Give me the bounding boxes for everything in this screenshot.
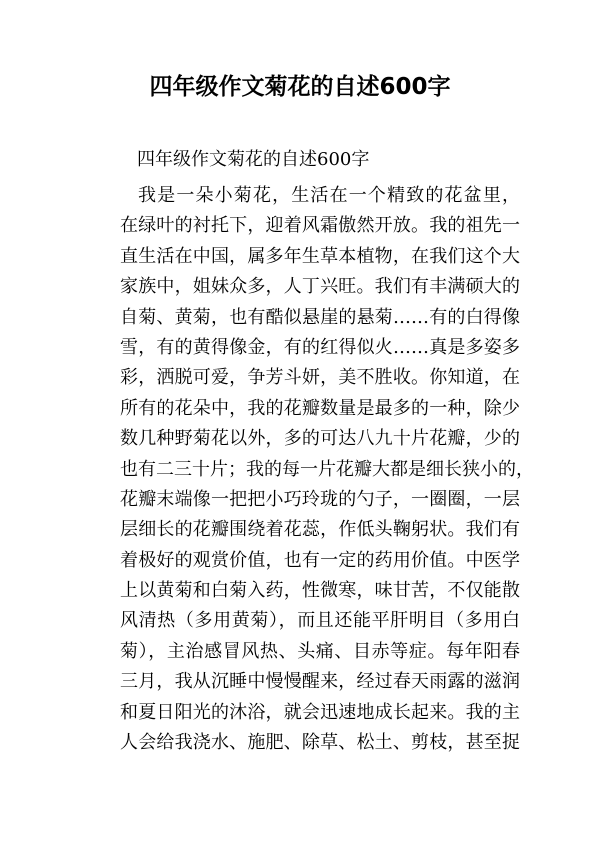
- body-line: 花瓣末端像一把把小巧玲珑的勺子，一圈圈，一层: [120, 488, 520, 510]
- body-line: 菊），主治感冒风热、头痛、目赤等症。每年阳春: [120, 640, 520, 662]
- body-line: 家族中，姐妹众多，人丁兴旺。我们有丰满硕大的: [120, 276, 520, 298]
- body-line: 和夏日阳光的沐浴，就会迅速地成长起来。我的主: [120, 701, 520, 723]
- document-title: 四年级作文菊花的自述600字: [149, 74, 451, 100]
- body-line: 所有的花朵中，我的花瓣数量是最多的一种，除少: [120, 397, 520, 419]
- body-line: 直生活在中国，属多年生草本植物，在我们这个大: [120, 245, 520, 267]
- body-line: 数几种野菊花以外，多的可达八九十片花瓣，少的: [120, 428, 520, 450]
- document-subtitle: 四年级作文菊花的自述600字: [137, 149, 370, 170]
- body-line: 人会给我浇水、施肥、除草、松土、剪枝，甚至捉: [120, 732, 520, 754]
- body-line: 风清热（多用黄菊），而且还能平肝明目（多用白: [120, 610, 520, 632]
- body-line: 上以黄菊和白菊入药，性微寒，味甘苦，不仅能散: [120, 580, 520, 602]
- body-line: 在绿叶的衬托下，迎着风霜傲然开放。我的祖先一: [120, 215, 520, 237]
- body-line: 我是一朵小菊花，生活在一个精致的花盆里，: [138, 185, 520, 206]
- body-line: 层细长的花瓣围绕着花蕊，作低头鞠躬状。我们有: [120, 519, 520, 541]
- body-line: 雪，有的黄得像金，有的红得似火……真是多姿多: [120, 336, 520, 358]
- body-line: 也有二三十片；我的每一片花瓣大都是细长狭小的，: [120, 458, 534, 480]
- document-body: [120, 181, 534, 758]
- body-line: 自菊、黄菊，也有酷似悬崖的悬菊……有的白得像: [120, 306, 520, 328]
- body-line: 三月，我从沉睡中慢慢醒来，经过春天雨露的滋润: [120, 671, 520, 693]
- body-line: 着极好的观赏价值，也有一定的药用价值。中医学: [120, 549, 520, 571]
- body-line: 彩，洒脱可爱，争芳斗妍，美不胜收。你知道，在: [120, 367, 520, 389]
